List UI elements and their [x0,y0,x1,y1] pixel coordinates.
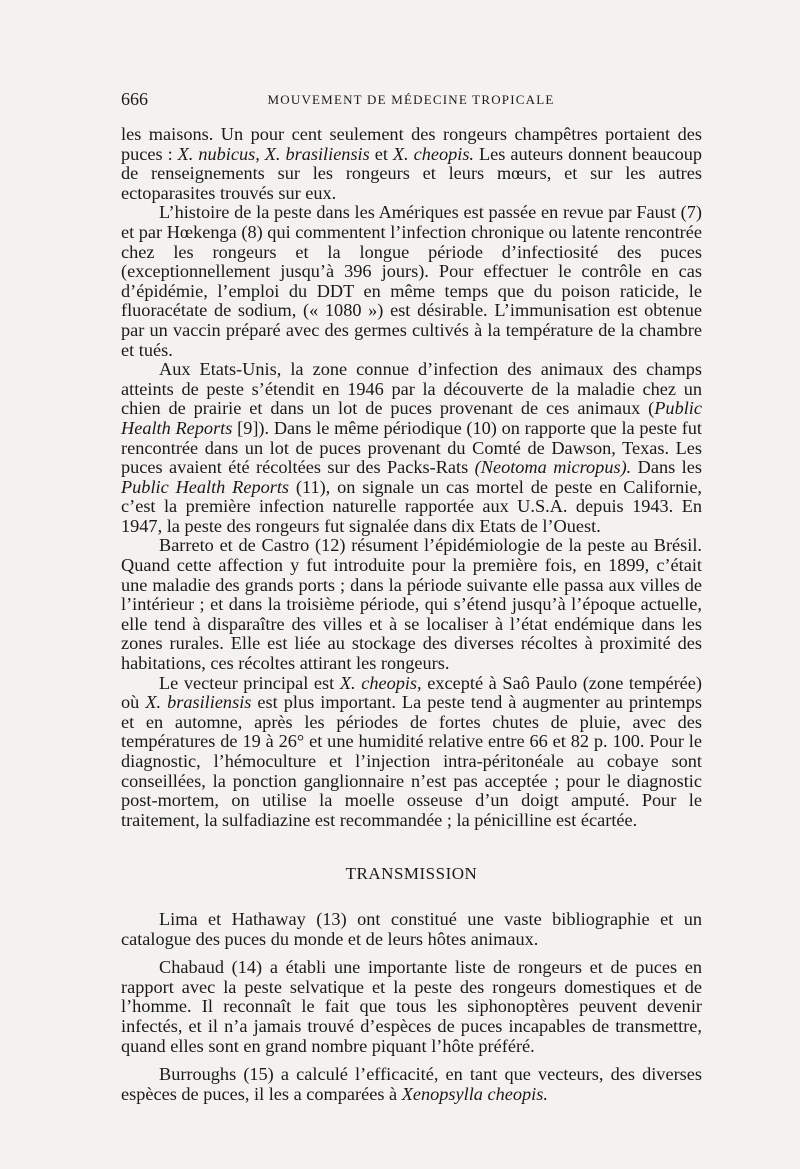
paragraphs-before-heading [121,125,702,830]
italic-run: X. brasiliensis [145,692,252,713]
body-text [121,125,702,1104]
page-header [121,89,701,113]
text-run: Lima et Hathaway (13) ont constitué une vaste bibliographie et un catalogue des puces du monde et de leurs hôtes animaux. [121,908,702,949]
paragraph [121,1065,702,1104]
text-run: (11), on signale un cas mortel de peste en Californie, c’est la première infection naturelle rapportée aux U.S.A. depuis 1943. En 1947, la peste des rongeurs fut signalée dans dix Etats de l’Ouest. [121,476,702,536]
text-run: Aux Etats-Unis, la zone connue d’infection des animaux des champs atteints de peste s’étendit en 1946 par la découverte de la maladie chez un chien de prairie et dans un lot de puces provenant de ces animaux ( [121,359,702,419]
text-run: est plus important. La peste tend à augmenter au printemps et en automne, après les périodes de fortes chutes de pluie, avec des températures de 19 à 26° et une humidité relative entre 66 et 82 p. 100. Pour le diagnostic, l’hémoculture et l’injection intra-péritonéale au cobaye sont conseillées, la ponction ganglionnaire n’est pas acceptée ; pour le diagnostic post-mortem, on utilise la moelle osseuse d’un doigt amputé. Pour le traitement, la sulfadiazine est recommandée ; la pénicilline est écartée. [121,692,702,830]
paragraphs-after-heading [121,910,702,1104]
text-run: Les auteurs donnent beaucoup de renseignements sur les rongeurs et leurs mœurs, et sur les autres ectoparasites trouvés sur eux. [121,143,702,203]
text-run: Chabaud (14) a établi une importante liste de rongeurs et de puces en rapport avec la peste selvatique et la peste des rongeurs domestiques et de l’homme. Il reconnaît le fait que tous les siphonoptères peuvent devenir infectés, et il n’a jamais trouvé d’espèces de puces incapables de transmettre, quand elles sont en grand nombre piquant l’hôte préféré. [121,957,702,1056]
running-title: MOUVEMENT DE MÉDECINE TROPICALE [267,92,555,107]
paragraph [121,674,702,831]
paragraph [121,910,702,949]
paragraph [121,360,702,536]
section-heading: TRANSMISSION [345,864,478,884]
paragraph [121,125,702,203]
text-run: et [369,143,393,164]
text-run: Barreto et de Castro (12) résument l’épidémiologie de la peste au Brésil. Quand cette affection y fut introduite pour la première fois, en 1899, c’était une maladie des grands ports ; dans la période suivante elle passa aux villes de l’intérieur ; et dans la troisième période, qui s’étend jusqu’à l’époque actuelle, elle tend à disparaître des villes et à se localiser à l’état endémique dans les zones rurales. Elle est liée au stockage des diverses récoltes à proximité des habitations, ces récoltes attirant les rongeurs. [121,535,702,674]
italic-run: X. nubicus, X. brasiliensis [177,143,370,164]
italic-run: X. cheopis, [339,672,422,693]
text-run: Dans les [631,457,702,478]
italic-run: X. cheopis. [392,143,475,164]
text-run: L’histoire de la peste dans les Amériques est passée en revue par Faust (7) et par Hœkenga (8) qui commentent l’infection chronique ou latente rencontrée chez les rongeurs et la longue période d’infectiosité des puces (exceptionnellement jusqu’à 396 jours). Pour effectuer le contrôle en cas d’épidémie, l’emploi du DDT en même temps que du poison raticide, le fluoracétate de sodium, (« 1080 ») est désirable. L’immunisation est obtenue par un vaccin préparé avec des germes cultivés à la température de la chambre et tués. [121,202,702,360]
text-run: excepté à Saô Paulo (zone tempérée) où [121,672,702,713]
italic-run: (Neotoma micropus). [474,457,632,478]
paragraph [121,958,702,1056]
text-run: Burroughs (15) a calculé l’efficacité, en tant que vecteurs, des diverses espèces de puces, il les a comparées à [121,1064,702,1104]
italic-run: Public Health Reports [121,398,702,438]
text-run: Le vecteur principal est [159,672,340,693]
text-run: [9]). Dans le même périodique (10) on rapporte que la peste fut rencontrée dans un lot de puces provenant du Comté de Dawson, Texas. Les puces avaient été récoltées sur des Packs-Rats [121,417,702,478]
italic-run: Public Health Reports [121,476,290,497]
italic-run: Xenopsylla cheopis. [401,1083,548,1104]
paragraph [121,203,702,360]
paragraph [121,536,702,673]
page-number: 666 [121,89,148,109]
text-run: les maisons. Un pour cent seulement des rongeurs champêtres portaient des puces : [121,124,702,164]
